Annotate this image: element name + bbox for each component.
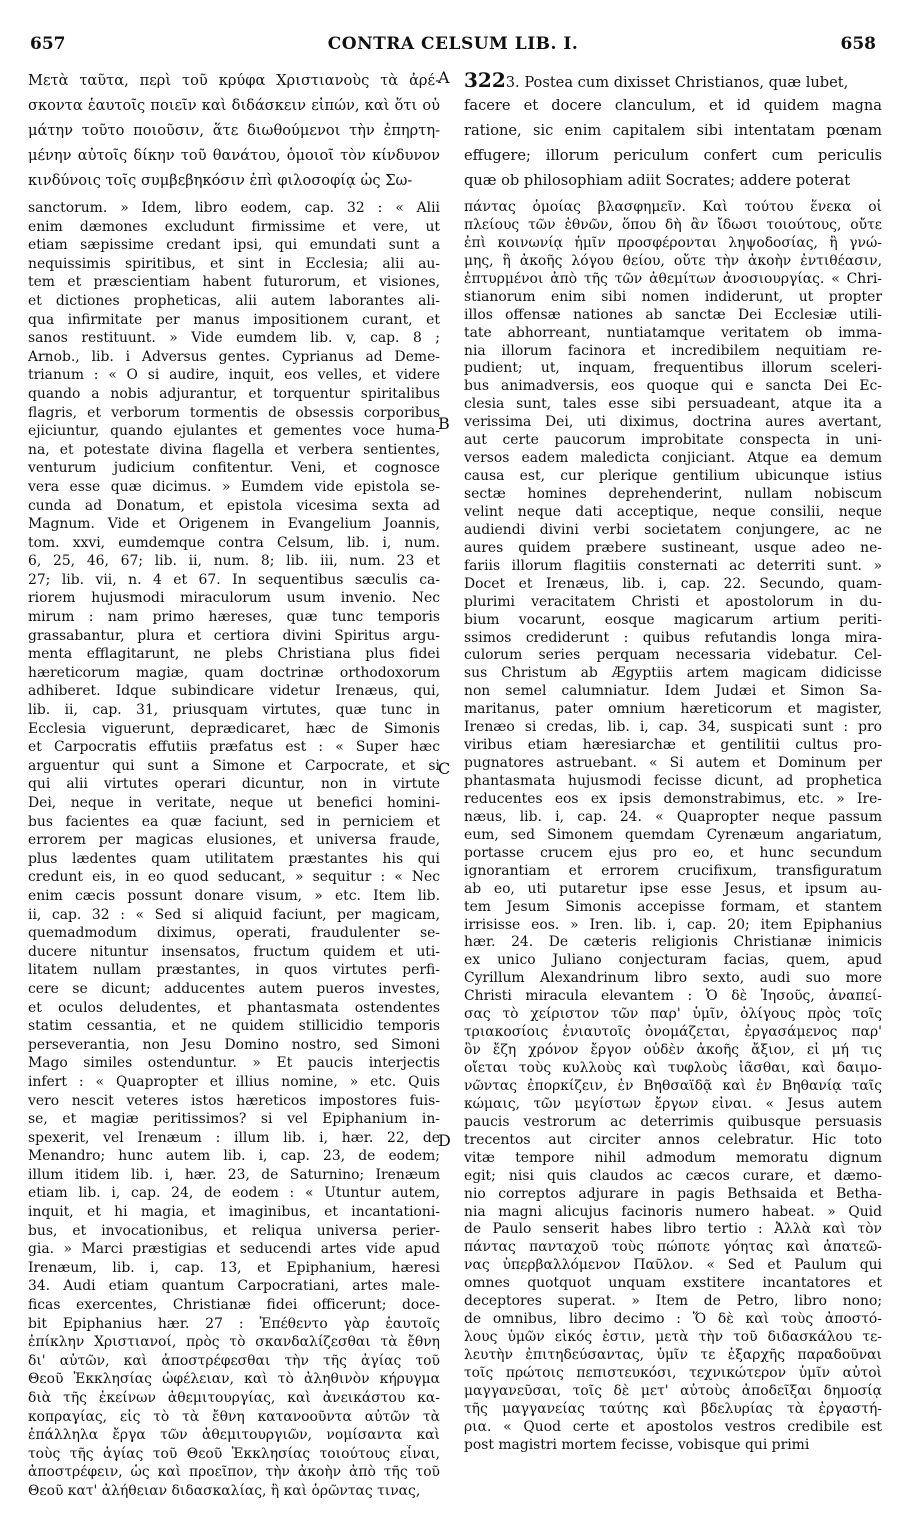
text-line: portasse crucem ejus pro eo, et hunc secundum	[464, 844, 882, 861]
text-line: ab eo, uti putaretur ipse esse Jesus, et ipsum au-	[464, 880, 882, 897]
text-line: ficas exercentes, Christianæ fidei officerunt; doce-	[28, 1297, 440, 1314]
text-line: Christi miracula elevantem : Ὁ δὲ Ἰησοῦς, ἀναπεί-	[464, 988, 882, 1005]
text-line: egit; nisi quis claudos ac cæcos curare, et dæmo-	[464, 1167, 882, 1184]
text-line: phantasmata hujusmodi fecisse dicunt, ad prophetica	[464, 773, 882, 789]
text-line: facere et docere clanculum, et id quidem magna	[464, 97, 882, 114]
text-line: reducentes eos ex ipsis demonstrabimus, etc. » Ire-	[464, 790, 882, 807]
text-line: menta efflagitarunt, ne plebs Christiana plus fidei	[28, 646, 440, 663]
text-line: mirum : nam primo hæreses, quæ tunc temporis	[28, 609, 440, 626]
text-line: grassabantur, plura et certiora divini Spiritus argu-	[28, 627, 440, 644]
running-title: CONTRA CELSUM LIB. I.	[327, 34, 579, 54]
text-line: culorum series perquam necessaria videbatur. Cel-	[464, 647, 882, 664]
text-line: sectæ homines deprehenderint, nullam nobiscum	[464, 486, 882, 502]
text-line: κοπραγίας, εἰς τὸ τὰ ἔθνη κατανοοῦντα αὐτῶν τὰ	[28, 1408, 440, 1425]
text-line: post magistri mortem fecisse, vobisque qui primi	[464, 1436, 810, 1453]
text-line: omnes quotquot unquam exstitere incantatores et	[464, 1275, 882, 1292]
text-line: ejiciuntur, quando ejulantes et gementes voce huma-	[28, 423, 440, 440]
text-line: hær. 24. De cæteris religionis Christianæ inimicis	[464, 934, 882, 951]
text-line: Menandro; hunc autem lib. i, cap. 23, de eodem;	[28, 1148, 440, 1165]
text-line: verissima Dei, uti diximus, doctrina aures avertant,	[464, 414, 882, 431]
text-line: sus Christum ab Ægyptiis artem magicam didicisse	[464, 665, 882, 682]
paragraph-number: 322	[464, 68, 506, 92]
text-line: litatem nullam præstantes, in quos virtutes perfi-	[28, 962, 440, 979]
text-line: σας τὸ χείριστον τῶν παρ' ὑμῖν, ὀλίγους πρὸς τοῖς	[464, 1006, 882, 1023]
text-line: πλείους τῶν ἐθνῶν, ὅπου δὴ ἂν ἴδωσι τοιούτους, οὔτε	[464, 216, 882, 233]
top-greek-text	[28, 68, 440, 193]
text-line: Θεοῦ κατ' ἀλήθειαν διδασκαλίας, ἢ καὶ ὁρῶντας τινας,	[28, 1482, 421, 1499]
text-line: stianorum enim sibi nomen indiderunt, ut propter	[464, 288, 882, 305]
text-line: ἐπτυρμένοι ἀπὸ τῆς τῶν ἀθεμίτων ἀνοσιουργίας. « Chri-	[464, 270, 882, 287]
text-line: paucis vestrorum ac deterrimis quibusque persuasis	[464, 1113, 882, 1130]
text-line: de omnibus, libro decimo : Ὅ δὲ καὶ τοὺς ἀποστό-	[464, 1311, 882, 1328]
text-line: irrisisse eos. » Iren. lib. i, cap. 20; item Epiphanius	[464, 916, 882, 933]
text-line: bus facientes ea quæ faciunt, sed in perniciem et	[28, 813, 440, 830]
text-line: ducere nituntur insensatos, fructum quidem et uti-	[28, 943, 440, 960]
text-line: bus, et invocationibus, et reliqua universa perier-	[28, 1222, 440, 1239]
text-line: cunda ad Donatum, et epistola vicesima sexta ad	[28, 497, 440, 514]
text-line: 6, 25, 46, 67; lib. ii, num. 8; lib. iii, num. 23 et	[28, 553, 440, 570]
page-number-left: 657	[30, 34, 66, 54]
text-line: ἐπάλληλα ἔργα τῶν ἀθεμιτουργιῶν, νομίσαντα καὶ	[28, 1427, 440, 1444]
text-line: enim cæcis possunt donare visum, » etc. Item lib.	[28, 887, 440, 904]
text-line: et oculos deludentes, et phantasmata ostendentes	[28, 999, 440, 1016]
text-line: versos eadem maledicta conjiciant. Atque ea demum	[464, 450, 882, 467]
text-line: lib. ii, cap. 31, priusquam virtutes, quæ tunc in	[28, 702, 440, 719]
text-line: spexerit, vel Irenæum : illum lib. i, hær. 22, de	[28, 1129, 440, 1146]
text-line: πάντας πανταχοῦ τοὺς πώποτε γόητας καὶ ἀπατεῶ-	[464, 1239, 882, 1256]
text-line: ratione, sic enim capitalem sibi intentatam pœnam	[464, 122, 882, 139]
text-line: aures quidem præbere sustineant, usque adeo ne-	[464, 539, 882, 556]
text-line: et Carpocratis effutiis præfatus est : « Super hæc	[28, 739, 440, 756]
text-line: effugere; illorum periculum confert cum periculis	[464, 147, 882, 164]
text-line: statim cessantia, et ne quidem stillicidio temporis	[28, 1018, 440, 1035]
text-line: plus lædentes quam utilitatem præstantes his qui	[28, 850, 440, 867]
text-line: quemadmodum diximus, operati, fraudulenter se-	[28, 925, 440, 942]
text-line: 34. Audi etiam quantum Carpocratiani, artes male-	[28, 1278, 440, 1295]
text-line	[464, 68, 882, 93]
text-line: clesia sunt, tales esse sibi persuadeant, atque ita a	[464, 396, 882, 413]
text-line: enim dæmones excludunt firmissime et vere, ut	[28, 218, 440, 235]
text-line: Θεοῦ Ἐκκλησίας ὠφέλειαν, καὶ τὸ ἀληθινὸν κήρυγμα	[28, 1371, 440, 1388]
text-line: causa est, cur plerique gentilium ubicunque istius	[464, 468, 882, 485]
text-line: πάντας ὁμοίας βλασφημεῖν. Καὶ τούτου ἕνεκα οἱ	[464, 199, 882, 215]
text-line: illos offensæ nationes ab sanctæ Dei Ecclesiæ utili-	[464, 306, 882, 323]
text-line: de Paulo senserit habes libro tertio : Ἀλλὰ καὶ τὸν	[464, 1221, 882, 1238]
text-line: ρια. « Quod certe et apostolos vestros credibile est	[464, 1418, 882, 1435]
text-line: perseverantia, non Jesu Domino nostro, sed Simoni	[28, 1036, 440, 1053]
notes-columns	[0, 199, 906, 1519]
text-line: qua infirmitate per manus impositionem curant, et	[28, 311, 440, 328]
text-line: qui alii virtutes operari dicuntur, non in virtute	[28, 776, 440, 793]
margin-marker-b: B	[438, 414, 450, 433]
text-line: cere se dicunt; adducentes autem pueros investes,	[28, 980, 440, 997]
text-line: nia magni alicujus facinoris numero habeat. » Quid	[464, 1203, 882, 1220]
text-line: nia illorum facinora et incredibilem nequitiam re-	[464, 342, 882, 359]
text-line: νῶντας ἐπορκίζειν, ἐν Βηθσαϊδᾷ καὶ ἐν Βηθανίᾳ ταῖς	[464, 1077, 882, 1094]
text-line: credunt eis, in eo quod seducant, » sequitur : « Nec	[28, 869, 440, 886]
text-line: pugnatores astruebant. « Si autem et Dominum per	[464, 755, 882, 772]
text-line: audiendi divini verbi societatem conjungere, ac ne	[464, 521, 882, 538]
text-line: διὰ τῆς ἐκείνων ἀθεμιτουργίας, καὶ ἀνεικάστου κα-	[28, 1390, 440, 1406]
text-line: et dictiones propheticas, alii autem laborantes ali-	[28, 292, 440, 309]
text-line: ἐπὶ κοινωνίᾳ ἡμῖν προσφέρονται ληψοδοσίας, ἢ γνώ-	[464, 234, 882, 251]
text-line: quæ ob philosophiam adiit Socrates; addere poterat	[464, 172, 851, 189]
text-line: δι' αὐτῶν, καὶ ἀποστρέφεσθαι τὴν τῆς ἁγίας τοῦ	[28, 1352, 440, 1369]
text-line: bus animadversis, eos quoque qui e sancta Dei Ec-	[464, 378, 882, 395]
text-line: quando a nobis adjurantur, et torquentur spiritalibus	[28, 385, 440, 402]
text-line: νας ὑπερβαλλόμενον Παῦλον. « Sed et Paulum qui	[464, 1257, 882, 1274]
text-line: Ecclesia viguerunt, deprædicaret, hæc de Simonis	[28, 720, 440, 737]
text-line: Magnum. Vide et Origenem in Evangelium Joannis,	[28, 516, 440, 533]
text-line: sanctorum. » Idem, libro eodem, cap. 32 : « Alii	[28, 200, 440, 216]
text-line: trecentos aut circiter annos celebratur. Hic toto	[464, 1131, 882, 1148]
text-line: pudient; ut, inquam, frequentibus illorum sceleri-	[464, 360, 882, 377]
text-line: tem et præscientiam habent futurorum, et visiones,	[28, 274, 440, 291]
text-line: venturum judicium confitentur. Veni, et cognosce	[28, 460, 440, 477]
text-line: gia. » Marci præstigias et seducendi artes vide apud	[28, 1241, 440, 1258]
text-line: κώμαις, τῶν μεγίστων ἔργων εἶναι. « Jesus autem	[464, 1095, 882, 1112]
text-line: σκοντα ἑαυτοῖς ποιεῖν καὶ διδάσκειν εἰπών, καὶ ὅτι οὐ	[28, 97, 440, 114]
text-line: riorem hujusmodi miraculorum usum invenio. Nec	[28, 590, 440, 607]
text-line: etiam lib. i, cap. 24, de eodem : « Utuntur autem,	[28, 1185, 440, 1202]
text-line: Cyrillum Alexandrinum libro sexto, audi suo more	[464, 970, 882, 987]
text-line: μένην αὐτοῖς δίκην τοῦ θανάτου, ὁμοιοῖ τὸν κίνδυνον	[28, 147, 440, 164]
text-line: Dei, neque in veritate, neque ut benefici homini-	[28, 795, 440, 811]
text-line: non semel calumniatur. Idem Judæi et Simon Sa-	[464, 683, 882, 700]
text-line: vero nescit veteres istos hæreticos impostores fuis-	[28, 1092, 440, 1109]
margin-marker-a: A	[438, 68, 450, 87]
text-line: λους ὑμῶν εἰκός ἐστιν, μετὰ τὴν τοῦ διδασκάλου τε-	[464, 1329, 882, 1346]
text-line: ssimos crediderunt : quibus refutandis longa mira-	[464, 629, 882, 646]
text-line: errorem per magicas elusiones, et universa fraude,	[28, 832, 440, 849]
text-line: bium vocarunt, eosque magicarum artium periti-	[464, 611, 882, 628]
text-line: λευτὴν ἐπιτηδεύσαντας, ὑμῖν τε ἐξαρχῆς παραδοῦναι	[464, 1347, 882, 1363]
text-line: μης, ἢ ἀκοῆς λόγου θείου, οὔτε τὴν ἀκοὴν ἐντιθέασιν,	[464, 252, 882, 269]
text-line: ἐπίκλην Χριστιανοί, πρὸς τὸ σκανδαλίζεσθαι τὰ ἔθνη	[28, 1334, 440, 1351]
left-column	[28, 199, 440, 1501]
text-line: illum itidem lib. i, hær. 23, de Saturnino; Irenæum	[28, 1166, 440, 1183]
text-line-content: 3. Postea cum dixisset Christianos, quæ lubet,	[505, 74, 849, 91]
text-line: sanos restituunt. » Vide eumdem lib. v, cap. 8 ;	[28, 330, 440, 347]
text-line: viribus etiam hæresiarchæ et gentilitii cultus pro-	[464, 737, 882, 754]
text-line: Irenæo si credas, lib. i, cap. 34, suspicati sunt : pro	[464, 719, 882, 736]
text-line: hæreticorum magiæ, quam doctrinæ orthodoxorum	[28, 664, 440, 681]
text-line: Μετὰ ταῦτα, περὶ τοῦ κρύφα Χριστιανοὺς τὰ ἀρέ-	[28, 72, 440, 89]
text-line: ex unico Juliano conjecturam facias, quem, apud	[464, 952, 882, 969]
text-line: μαγγανεῦσαι, τοῖς δὲ μετ' αὐτοὺς ἀποδεῖξαι δημοσίᾳ	[464, 1382, 882, 1399]
text-line: nequissimis spiritibus, et sint in Ecclesia; alii au-	[28, 255, 440, 272]
text-line: ὃν ἔζη χρόνον ἔργον οὐδὲν ἀκοῆς ἄξιον, εἰ μή τις	[464, 1042, 882, 1059]
text-line: ignorantiam et errorem crucifixum, transfiguratum	[464, 862, 882, 879]
text-line: nio correptos adjurare in pagis Bethsaida et Betha-	[464, 1185, 882, 1202]
right-column	[464, 199, 882, 1455]
text-line: aut certe paucorum improbitate conspecta in uni-	[464, 432, 882, 449]
text-line: 27; lib. vii, n. 4 et 67. In sequentibus sæculis ca-	[28, 571, 440, 588]
top-latin-text	[464, 68, 882, 193]
text-line: Mago similes ostenduntur. » Et paucis interjectis	[28, 1055, 440, 1072]
text-line: na, et potestate divina flagella et verbera sentientes,	[28, 441, 440, 458]
text-line: etiam sæpissime credant ipsi, qui emundati sunt a	[28, 237, 440, 254]
text-line: τοῖς πρώτοις πεπιστευκόσι, τεχνικώτερον ὑμῖν αὐτοὶ	[464, 1364, 882, 1381]
text-line: trianum : « O si audire, inquit, eos velles, et videre	[28, 367, 440, 384]
text-line: plurimi veracitatem Christi et apostolorum in du-	[464, 593, 882, 610]
text-line: inquit, et hi magia, et imaginibus, et incantationi-	[28, 1204, 440, 1221]
text-line: τριακοσίοις ἐνιαυτοῖς ὀνομάζεται, ἐργασάμενος παρ'	[464, 1024, 882, 1041]
text-line: tem Jesum Simonis accepisse formam, et stantem	[464, 898, 882, 915]
margin-marker-c: C	[438, 759, 451, 778]
margin-marker-d: D	[438, 1131, 451, 1150]
text-line: ii, cap. 32 : « Sed si aliquid faciunt, per magicam,	[28, 906, 440, 923]
text-line: vitæ tempore nihil admodum memoratu dignum	[464, 1149, 882, 1166]
text-line: τῆς μαγγανείας ταύτης καὶ βδελυρίας τὰ ἐργαστή-	[464, 1400, 882, 1417]
text-line: flagris, et verborum tormentis de obsessis corporibus	[28, 404, 440, 421]
text-line: velint neque dati acceptique, neque consilii, neque	[464, 503, 882, 520]
text-line: maritanus, pater omnium hæreticorum et magister,	[464, 701, 882, 718]
text-line: infert : « Quapropter et illius nomine, » etc. Quis	[28, 1073, 440, 1090]
text-line: μάτην τοῦτο ποιοῦσιν, ἅτε διωθούμενοι τὴν ἐπηρτη-	[28, 122, 440, 139]
text-line: Irenæum, lib. i, cap. 13, et Epiphanium, hæresi	[28, 1259, 440, 1276]
text-line: Docet et Irenæus, lib. i, cap. 22. Secundo, quam-	[464, 575, 882, 592]
text-line: deceptores superat. » Item de Petro, libro nono;	[464, 1293, 882, 1310]
text-line: fariis illorum flagitiis consternati ac deterriti sunt. »	[464, 557, 882, 574]
text-line: Arnob., lib. i Adversus gentes. Cyprianus ad Deme-	[28, 348, 440, 365]
text-line: ἀποστρέφειν, ὡς καὶ προεῖπον, τὴν ἀκοὴν ἀπὸ τῆς τοῦ	[28, 1464, 440, 1481]
text-line: næus, lib. i, cap. 24. « Quapropter neque passum	[464, 808, 882, 825]
text-line: tom. xxvi, eumdemque contra Celsum, lib. i, num.	[28, 534, 440, 551]
text-line: vera esse quæ dicimus. » Eumdem vide epistola se-	[28, 478, 440, 495]
text-line: se, et magiæ peritissimos? si vel Epiphanium in-	[28, 1111, 440, 1128]
text-line: bit Epiphanius hær. 27 : Ἐπέθεντο γὰρ ἑαυτοῖς	[28, 1315, 440, 1332]
text-line: tate abhorreant, nuntiatamque veritatem ob imma-	[464, 324, 882, 341]
page-header	[0, 34, 906, 58]
text-line: adhiberet. Idque subindicare videtur Irenæus, qui,	[28, 683, 440, 700]
text-line: οἴεται τοὺς κυλλοὺς καὶ τυφλοὺς ἰᾶσθαι, καὶ δαιμο-	[464, 1060, 882, 1076]
text-line: eum, sed Simonem quemdam Cyrenæum angariatum,	[464, 826, 882, 843]
text-line: κινδύνοις τοῖς συμβεβηκόσιν ἐπὶ φιλοσοφίᾳ ὡς Σω-	[28, 172, 413, 189]
page-number-right: 658	[840, 34, 876, 54]
text-line: arguentur qui sunt a Simone et Carpocrate, et si	[28, 757, 440, 774]
text-line: τοὺς τῆς ἁγίας τοῦ Θεοῦ Ἐκκλησίας τοιούτους εἶναι,	[28, 1445, 440, 1462]
